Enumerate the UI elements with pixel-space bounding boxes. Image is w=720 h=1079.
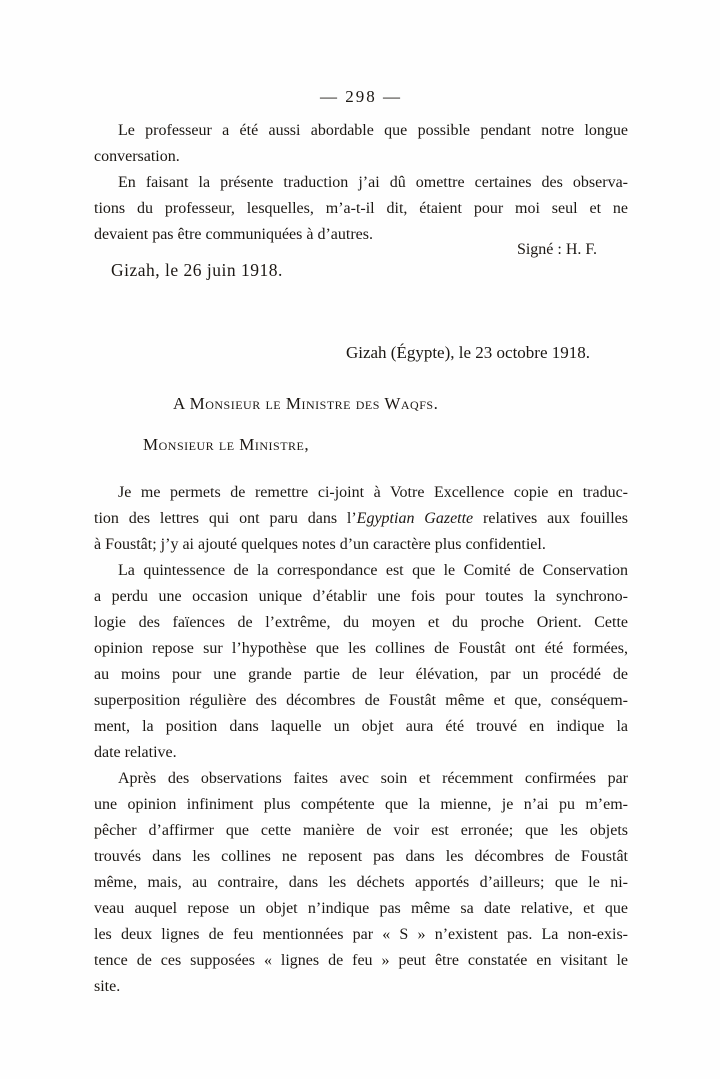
preamble-text (94, 118, 628, 248)
letter-body (94, 480, 628, 1000)
preamble-para2-line: devaient pas être communiquées à d’autres. (94, 226, 373, 243)
letter-dateline: Gizah (Égypte), le 23 octobre 1918. (345, 343, 590, 362)
letter-para1-line (94, 506, 628, 532)
letter-para2-line: au moins pour une grande partie de leur élévation, par un procédé de (94, 666, 628, 683)
letter-para2-line: date relative. (94, 744, 177, 761)
letter-salutation: Monsieur le Ministre, (143, 435, 310, 454)
letter-para2-line: a perdu une occasion unique d’établir une fois pour toutes la synchrono- (94, 588, 628, 605)
letter-para2-line: logie des faïences de l’extrême, du moyen et du proche Orient. Cette (94, 614, 628, 631)
preamble-para1-line: conversation. (94, 148, 180, 165)
letter-para1-line2-post: relatives aux fouilles (473, 510, 628, 527)
page-number: — 298 — (320, 87, 402, 106)
letter-para1-line: Je me permets de remettre ci-joint à Votre Excellence copie en traduc- (118, 484, 628, 501)
letter-para2-line: superposition régulière des décombres de Foustât même et que, conséquem- (94, 692, 628, 709)
letter-para3-line: une opinion infiniment plus compétente que la mienne, je n’ai pu m’em- (94, 796, 628, 813)
letter-para2-line: La quintessence de la correspondance est que le Comité de Conservation (118, 562, 628, 579)
letter-para1-line: à Foustât; j’y ai ajouté quelques notes d’un caractère plus confidentiel. (94, 536, 546, 553)
letter-para3-line: pêcher d’affirmer que cette manière de voir est erronée; que les objets (94, 822, 628, 839)
letter-para3-line: tence de ces supposées « lignes de feu » peut être constatée en visitant le (94, 952, 628, 969)
preamble-para2-line: En faisant la présente traduction j’ai dû omettre certaines des observa- (118, 174, 628, 191)
letter-para1-line2-pre: tion des lettres qui ont paru dans l’ (94, 510, 357, 527)
letter-para3-line: trouvés dans les collines ne reposent pas dans les décombres de Foustât (94, 848, 628, 865)
preamble-para2-line: tions du professeur, lesquelles, m’a-t-il dit, étaient pour moi seul et ne (94, 200, 628, 217)
signature-line: Signé : H. F. (516, 241, 597, 258)
letter-addressee: A Monsieur le Ministre des Waqfs. (173, 394, 439, 413)
letter-para3-line: veau auquel repose un objet n’indique pas même sa date relative, et que (94, 900, 628, 917)
letter-para3-line: Après des observations faites avec soin et récemment confirmées par (118, 770, 628, 787)
letter-para2-line: ment, la position dans laquelle un objet aura été trouvé en indique la (94, 718, 628, 735)
letter-para3-line: même, mais, au contraire, dans les déchets apportés d’ailleurs; que le ni- (94, 874, 628, 891)
preamble-para1-line: Le professeur a été aussi abordable que possible pendant notre longue (118, 122, 628, 139)
preamble-dateline: Gizah, le 26 juin 1918. (111, 260, 283, 280)
egyptian-gazette-italic: Egyptian Gazette (356, 510, 474, 527)
letter-para2-line: opinion repose sur l’hypothèse que les collines de Foustât ont été formées, (94, 640, 628, 657)
letter-para3-line: les deux lignes de feu mentionnées par « S » n’existent pas. La non-exis- (94, 926, 628, 943)
letter-para3-line: site. (94, 978, 121, 995)
